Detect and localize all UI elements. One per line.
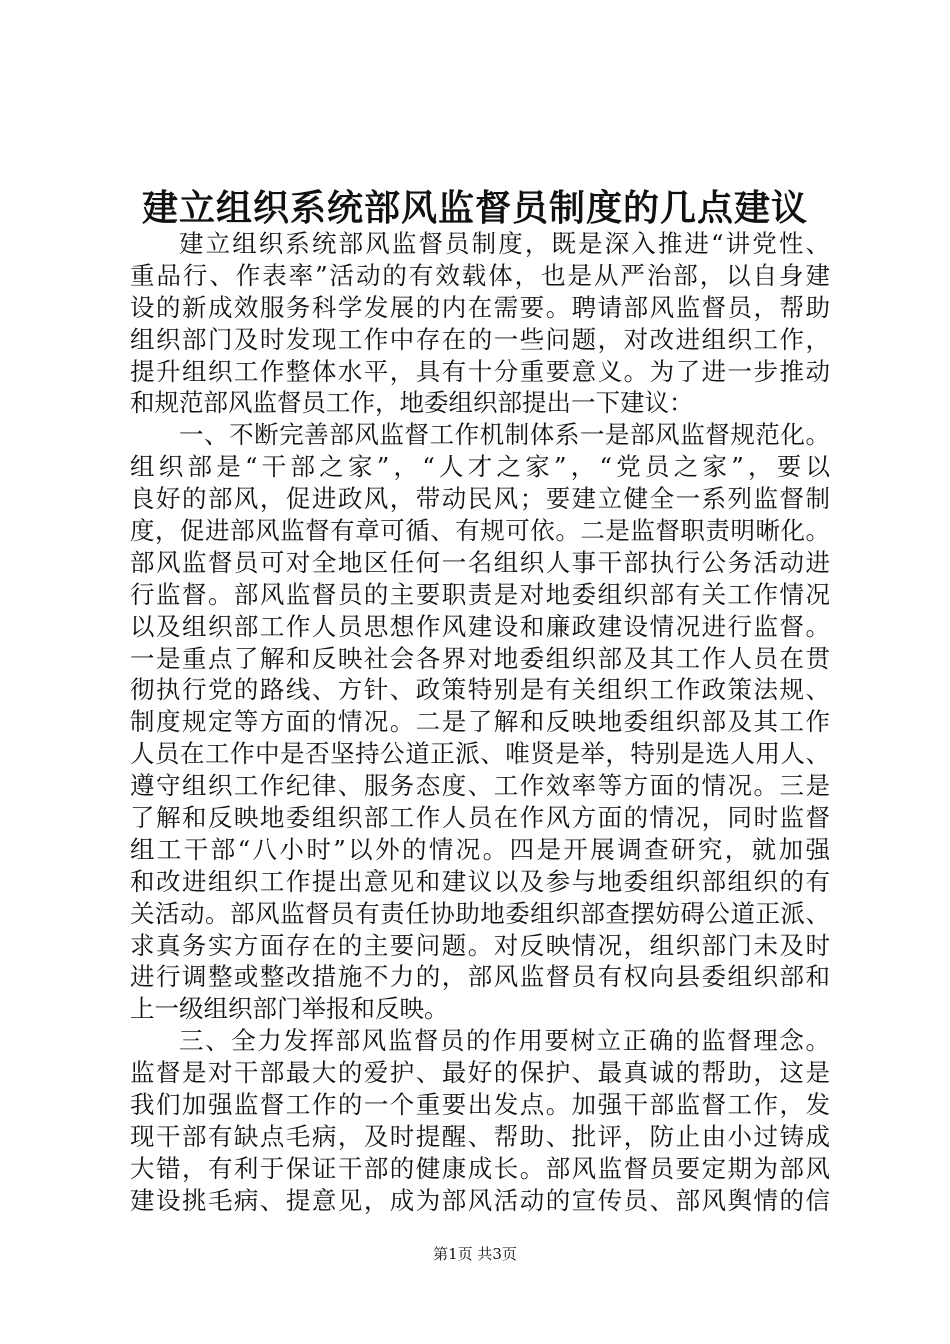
- text-line: 人员在工作中是否坚持公道正派、唯贤是举，特别是选人用人、: [130, 739, 830, 769]
- text-line: 组工干部“八小时”以外的情况。四是开展调查研究，就加强: [130, 834, 830, 864]
- text-line: 一、不断完善部风监督工作机制体系一是部风监督规范化。: [179, 420, 830, 450]
- text-line: 部风监督员可对全地区任何一名组织人事干部执行公务活动进: [130, 547, 830, 577]
- text-line: 度，促进部风监督有章可循、有规可依。二是监督职责明晰化。: [130, 516, 830, 546]
- document-body: [130, 228, 830, 1217]
- text-line: 组织部门及时发现工作中存在的一些问题，对改进组织工作，: [130, 324, 830, 354]
- text-line: 和规范部风监督员工作，地委组织部提出一下建议：: [130, 388, 694, 418]
- document-title: 建立组织系统部风监督员制度的几点建议: [141, 187, 808, 229]
- text-line: 遵守组织工作纪律、服务态度、工作效率等方面的情况。三是: [130, 771, 830, 801]
- text-line: 制度规定等方面的情况。二是了解和反映地委组织部及其工作: [130, 707, 830, 737]
- text-line: 三、全力发挥部风监督员的作用要树立正确的监督理念。: [179, 1026, 830, 1056]
- text-line: 一是重点了解和反映社会各界对地委组织部及其工作人员在贯: [130, 643, 830, 673]
- text-line: 以及组织部工作人员思想作风建设和廉政建设情况进行监督。: [130, 611, 830, 641]
- text-line: 建立组织系统部风监督员制度，既是深入推进“讲党性、: [179, 229, 830, 258]
- text-line: 良好的部风，促进政风，带动民风；要建立健全一系列监督制: [130, 484, 830, 514]
- text-line: 重品行、作表率”活动的有效载体，也是从严治部，以自身建: [130, 260, 830, 290]
- text-line: 进行调整或整改措施不力的，部风监督员有权向县委组织部和: [130, 962, 830, 992]
- text-line: 关活动。部风监督员有责任协助地委组织部查摆妨碍公道正派、: [130, 898, 830, 928]
- text-line: 大错，有利于保证干部的健康成长。部风监督员要定期为部风: [130, 1153, 830, 1183]
- page-footer: 第1页 共3页: [433, 1245, 517, 1263]
- text-line: 我们加强监督工作的一个重要出发点。加强干部监督工作，发: [130, 1090, 830, 1120]
- text-line: 组织部是“干部之家”，“人才之家”，“党员之家”，要以: [130, 452, 830, 482]
- text-line: 和改进组织工作提出意见和建议以及参与地委组织部组织的有: [130, 866, 830, 896]
- text-line: 求真务实方面存在的主要问题。对反映情况，组织部门未及时: [130, 930, 830, 960]
- text-line: 彻执行党的路线、方针、政策特别是有关组织工作政策法规、: [130, 675, 830, 705]
- text-line: 了解和反映地委组织部工作人员在作风方面的情况，同时监督: [130, 803, 830, 833]
- text-line: 建设挑毛病、提意见，成为部风活动的宣传员、部风舆情的信: [130, 1185, 830, 1215]
- text-line: 现干部有缺点毛病，及时提醒、帮助、批评，防止由小过铸成: [130, 1121, 830, 1151]
- text-line: 上一级组织部门举报和反映。: [130, 994, 449, 1024]
- text-line: 监督是对干部最大的爱护、最好的保护、最真诚的帮助，这是: [130, 1058, 830, 1088]
- text-line: 设的新成效服务科学发展的内在需要。聘请部风监督员，帮助: [130, 292, 830, 322]
- text-line: 提升组织工作整体水平，具有十分重要意义。为了进一步推动: [130, 356, 830, 386]
- text-line: 行监督。部风监督员的主要职责是对地委组织部有关工作情况: [130, 579, 830, 609]
